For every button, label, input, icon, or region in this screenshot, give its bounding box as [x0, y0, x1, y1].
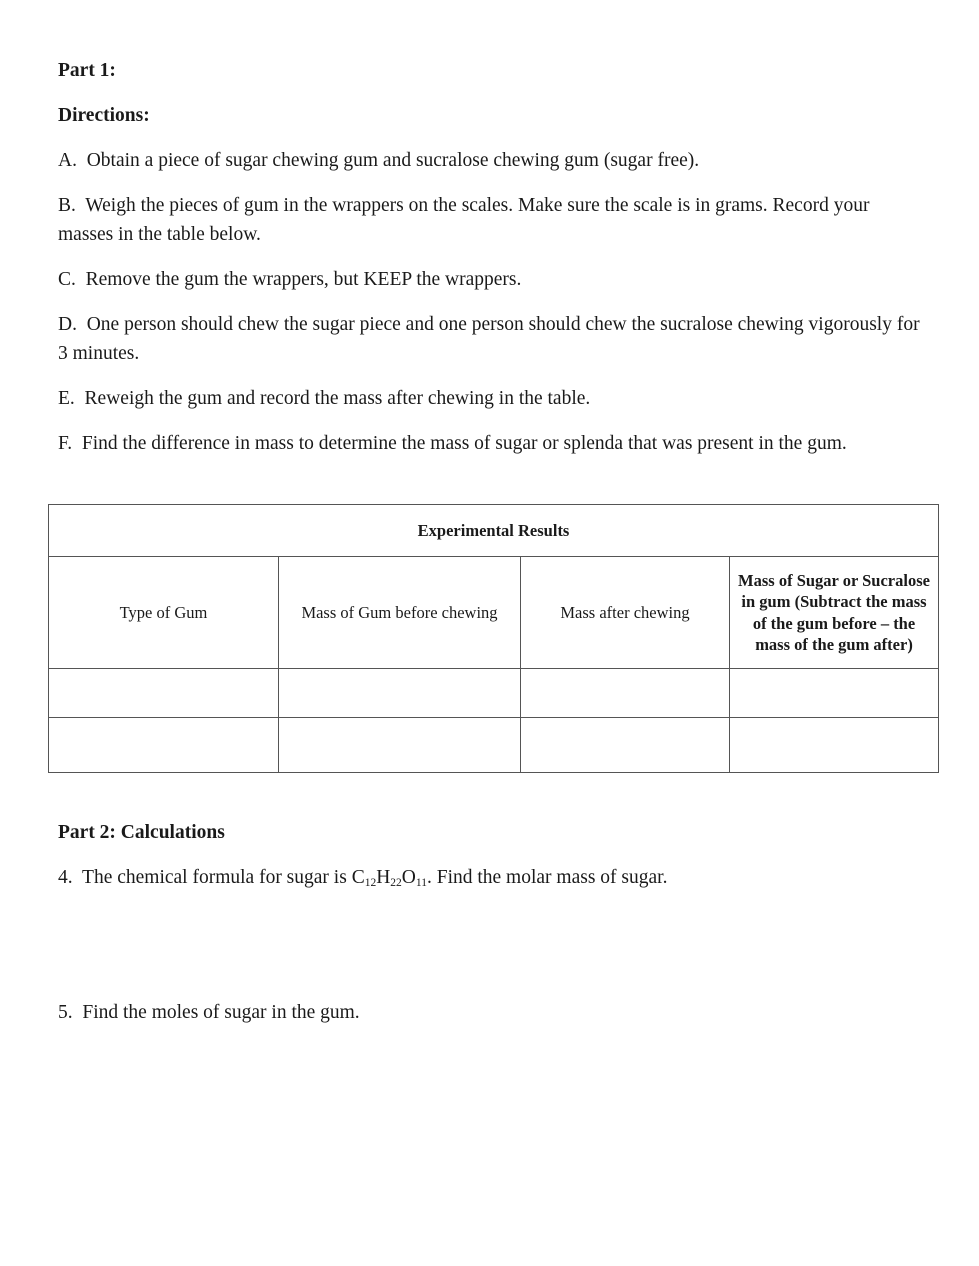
formula-element: O: [401, 867, 416, 888]
header-type-of-gum: Type of Gum: [49, 557, 279, 669]
table-row: [49, 718, 939, 773]
step-text: Remove the gum the wrappers, but KEEP the wrappers.: [85, 269, 522, 290]
table-header-row: [49, 557, 939, 669]
table-cell[interactable]: [730, 718, 939, 773]
formula-element: H: [376, 867, 391, 888]
table-cell[interactable]: [279, 669, 521, 718]
question-number: 5.: [58, 1002, 73, 1023]
part1-heading: Part 1:: [58, 60, 116, 81]
formula-element: C: [351, 867, 365, 888]
part2-heading: Part 2: Calculations: [58, 822, 225, 843]
header-mass-before: Mass of Gum before chewing: [279, 557, 521, 669]
step-text: Obtain a piece of sugar chewing gum and sucralose chewing gum (sugar free).: [86, 150, 700, 171]
question-4: [58, 863, 928, 892]
table-cell[interactable]: [521, 718, 730, 773]
header-mass-after: Mass after chewing: [521, 557, 730, 669]
step-letter: B.: [58, 195, 76, 216]
step-e: [58, 384, 928, 413]
question-text: Find the moles of sugar in the gum.: [82, 1002, 360, 1023]
question-text: . Find the molar mass of sugar.: [426, 867, 668, 888]
step-a: [58, 146, 928, 175]
experimental-results-table: [48, 504, 939, 773]
step-letter: F.: [58, 433, 73, 454]
step-letter: C.: [58, 269, 76, 290]
step-text: Weigh the pieces of gum in the wrappers on the scales. Make sure the scale is in grams. Record your masses in the table below.: [58, 195, 870, 245]
table-cell[interactable]: [49, 718, 279, 773]
question-5: [58, 998, 928, 1027]
step-text: One person should chew the sugar piece and one person should chew the sucralose chewing vigorously for 3 minutes.: [58, 314, 920, 364]
step-b: [58, 191, 928, 249]
formula: [352, 867, 427, 888]
table-row: [49, 669, 939, 718]
question-text: The chemical formula for sugar is: [82, 867, 352, 888]
formula-subscript: 12: [364, 877, 377, 889]
step-f: [58, 429, 928, 458]
step-letter: A.: [58, 150, 77, 171]
table-cell[interactable]: [521, 669, 730, 718]
header-mass-of-sugar: Mass of Sugar or Sucralose in gum (Subtract the mass of the gum before – the mass of the gum after): [730, 557, 939, 669]
question-number: 4.: [58, 867, 73, 888]
step-text: Find the difference in mass to determine the mass of sugar or splenda that was present in the gum.: [81, 433, 847, 454]
step-letter: D.: [58, 314, 77, 335]
table-title: Experimental Results: [49, 505, 939, 557]
table-cell[interactable]: [49, 669, 279, 718]
step-c: [58, 265, 928, 294]
formula-subscript: 11: [415, 877, 427, 889]
formula-subscript: 22: [390, 877, 402, 889]
table-cell[interactable]: [730, 669, 939, 718]
directions-heading: Directions:: [58, 105, 150, 126]
table-cell[interactable]: [279, 718, 521, 773]
step-d: [58, 310, 928, 368]
step-text: Reweigh the gum and record the mass after chewing in the table.: [84, 388, 591, 409]
step-letter: E.: [58, 388, 75, 409]
